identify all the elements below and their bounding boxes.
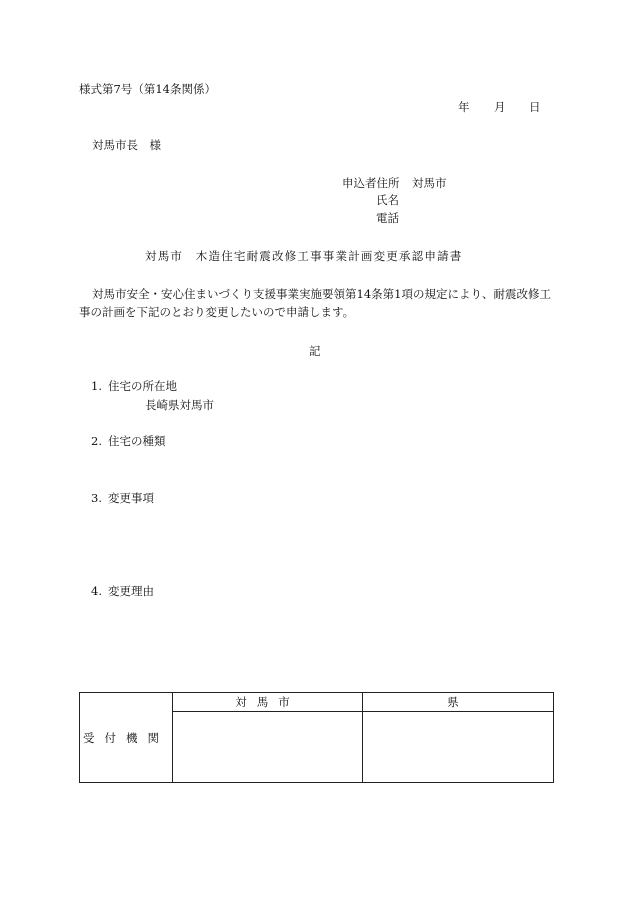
item-number: 3. xyxy=(91,491,102,505)
ki-heading: 記 xyxy=(309,344,321,358)
item-label: 変更事項 xyxy=(108,491,154,505)
item-label: 住宅の種類 xyxy=(108,434,166,448)
date-day-label: 日 xyxy=(529,100,541,114)
reception-cell-prefecture[interactable] xyxy=(363,712,554,783)
reception-row-header: 受付機関 xyxy=(80,693,173,783)
body-line-2: 事の計画を下記のとおり変更したいので申請します。 xyxy=(79,305,355,319)
reception-cell-city[interactable] xyxy=(173,712,363,783)
reception-column-prefecture: 県 xyxy=(363,693,554,712)
date-year-label: 年 xyxy=(458,100,470,114)
item-label: 住宅の所在地 xyxy=(108,379,177,393)
body-line-1: 対馬市安全・安心住まいづくり支援事業実施要領第14条第1項の規定により、耐震改修工 xyxy=(92,287,551,301)
applicant-address-label: 申込者住所 xyxy=(342,176,400,190)
item-number: 2. xyxy=(91,434,102,448)
applicant-phone-label: 電話 xyxy=(376,211,399,225)
item-number: 1. xyxy=(91,379,102,393)
form-number: 様式第7号（第14条関係） xyxy=(79,82,216,96)
item-number: 4. xyxy=(91,584,102,598)
addressee: 対馬市長 様 xyxy=(92,138,161,152)
item-value: 長崎県対馬市 xyxy=(145,398,214,412)
date-month-label: 月 xyxy=(494,100,506,114)
applicant-address-value: 対馬市 xyxy=(412,176,447,190)
reception-table xyxy=(79,692,554,783)
reception-column-city: 対馬市 xyxy=(173,693,363,712)
item-label: 変更理由 xyxy=(108,584,154,598)
applicant-name-label: 氏名 xyxy=(376,193,399,207)
document-title: 対馬市 木造住宅耐震改修工事事業計画変更承認申請書 xyxy=(145,249,463,263)
